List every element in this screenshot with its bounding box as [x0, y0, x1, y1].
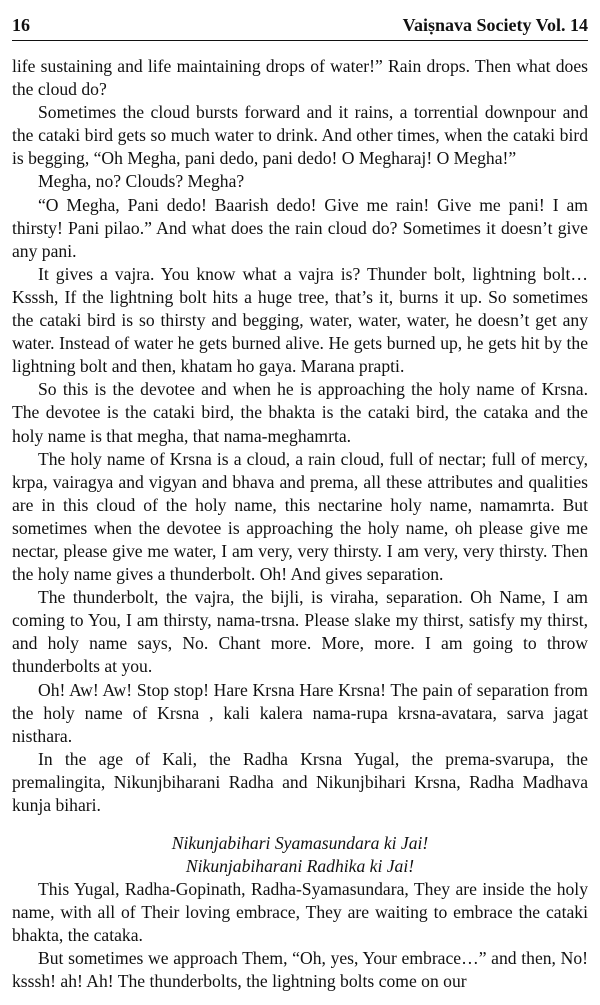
verse-line: Nikunjabihari Syamasundara ki Jai!: [171, 833, 429, 854]
paragraph: This Yugal, Radha-Gopinath, Radha-Syamasundara, They are inside the holy name, with all of Their loving embrace, They are waiting to embrace the cataki bhakta, the cataka.: [12, 879, 588, 946]
paragraph: Sometimes the cloud bursts forward and it rains, a torrential downpour and the cataki bird gets so much water to drink. And other times, when the cataki bird is begging, “Oh Megha, pani dedo, pani dedo! O Megharaj! O Megha!”: [12, 102, 588, 169]
paragraph: life sustaining and life maintaining drops of water!” Rain drops. Then what does the cloud do?: [12, 56, 588, 100]
paragraph: In the age of Kali, the Radha Krsna Yugal, the prema-svarupa, the premalingita, Nikunjbiharani Radha and Nikunjbihari Krsna, Radha Madhava kunja bihari.: [12, 748, 588, 815]
paragraph: Oh! Aw! Aw! Stop stop! Hare Krsna Hare Krsna! The pain of separation from the holy name of Krsna , kali kalera nama-rupa krsna-avatara, sarva jagat nisthara.: [12, 679, 588, 746]
paragraph: The holy name of Krsna is a cloud, a rain cloud, full of nectar; full of mercy, krpa, vairagya and vigyan and bhava and prema, all these attributes and qualities are in this cloud of the holy name, this nectarine holy name, namamrta. But sometimes when the devotee is approaching the holy name, oh please give me nectar, please give me water, I am very, very thirsty. I am very, very thirsty. Then the holy name gives a thunderbolt. Oh! And gives separation.: [12, 448, 588, 585]
paragraph: So this is the devotee and when he is approaching the holy name of Krsna. The devotee is the cataki bird, the bhakta is the cataki bird, the cataka and the holy name is that megha, that nama-meghamrta.: [12, 379, 588, 446]
paragraph: Megha, no? Clouds? Megha?: [38, 171, 245, 192]
running-title: Vaiṣnava Society Vol. 14: [402, 15, 588, 35]
paragraph: But sometimes we approach Them, “Oh, yes, Your embrace…” and then, No! ksssh! ah! Ah! The thunderbolts, the lightning bolts come on our: [12, 948, 588, 992]
verse-block: [12, 832, 588, 878]
page-number: 16: [12, 15, 30, 35]
page-body: [12, 55, 588, 994]
paragraph: It gives a vajra. You know what a vajra is? Thunder bolt, lightning bolt… Ksssh, If the lightning bolt hits a huge tree, that’s it, burns it up. So sometimes the cataki bird is so thirsty and begging, water, water, water, he doesn’t get any water. Instead of water he gets burned alive. He gets burned up, he gets hit by the lightning bolt and then, khatam ho gaya. Marana prapti.: [12, 263, 588, 377]
running-header: [12, 14, 588, 41]
paragraph: “O Megha, Pani dedo! Baarish dedo! Give me rain! Give me pani! I am thirsty! Pani pilao.” And what does the rain cloud do? Sometimes it doesn’t give any pani.: [12, 194, 588, 261]
paragraph: The thunderbolt, the vajra, the bijli, is viraha, separation. Oh Name, I am coming to You, I am thirsty, nama-trsna. Please slake my thirst, satisfy my thirst, and holy name says, No. Chant more. More, more. I am going to throw thunderbolts at you.: [12, 587, 588, 677]
verse-line: Nikunjabiharani Radhika ki Jai!: [185, 856, 415, 877]
